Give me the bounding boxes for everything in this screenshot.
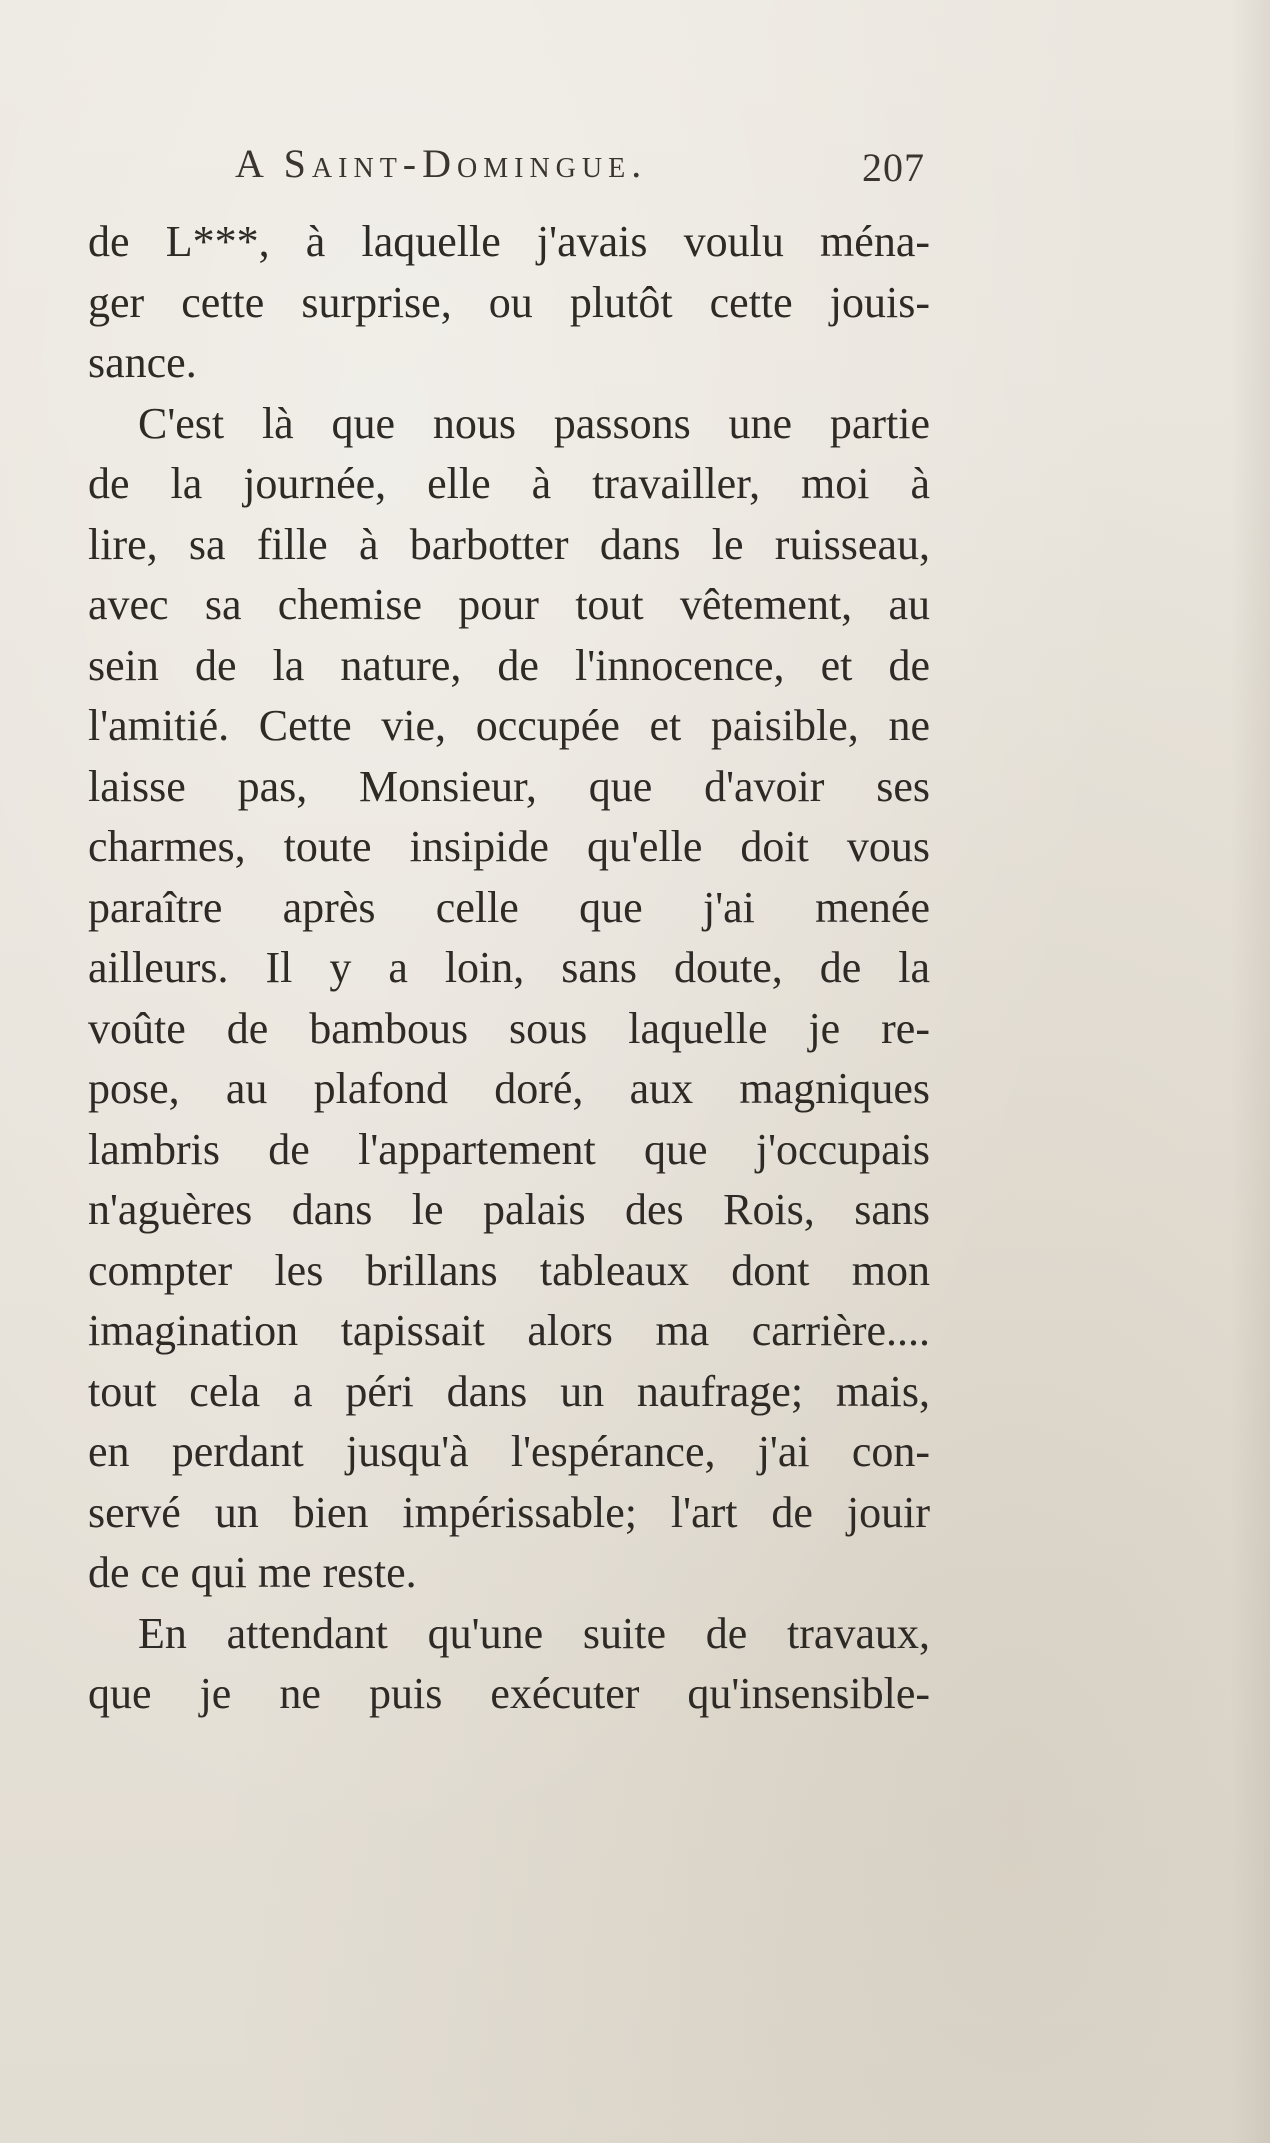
text-line: lambris de l'appartement que j'occupais [88,1124,930,1174]
page-number: 207 [862,145,925,190]
text-line: lire, sa fille à barbotter dans le ruisseau, [88,519,930,569]
text-line: imagination tapissait alors ma carrière.... [88,1306,930,1355]
text-line: C'est là que nous passons une partie [138,398,930,448]
text-line: de la journée, elle à travailler, moi à [88,459,930,508]
text-line: paraître après celle que j'ai menée [88,882,930,932]
text-line: pose, au plafond doré, aux magniques [88,1064,930,1113]
text-line: charmes, toute insipide qu'elle doit vous [88,822,930,871]
body-text [88,212,930,1725]
running-head [235,140,925,200]
text-line: en perdant jusqu'à l'espérance, j'ai con- [88,1427,930,1476]
text-line: sein de la nature, de l'innocence, et de [88,640,930,690]
text-line: voûte de bambous sous laquelle je re- [88,1003,930,1053]
page-edge-shadow [1230,0,1270,2143]
text-line: n'aguères dans le palais des Rois, sans [88,1185,930,1234]
text-line: de L***, à laquelle j'avais voulu ména- [88,217,930,266]
text-line: de ce qui me reste. [88,1548,417,1597]
text-line: compter les brillans tableaux dont mon [88,1245,930,1295]
running-head-title: A Saint-Domingue. [235,141,648,186]
text-line: l'amitié. Cette vie, occupée et paisible, ne [88,701,930,750]
text-line: sance. [88,338,197,387]
text-line: laisse pas, Monsieur, que d'avoir ses [88,761,930,811]
text-line: ger cette surprise, ou plutôt cette jouis- [88,277,930,327]
text-line: tout cela a péri dans un naufrage; mais, [88,1366,930,1416]
text-line: ailleurs. Il y a loin, sans doute, de la [88,943,930,992]
text-line: servé un bien impérissable; l'art de jouir [88,1487,930,1537]
text-line: avec sa chemise pour tout vêtement, au [88,580,930,629]
text-line: En attendant qu'une suite de travaux, [138,1608,930,1658]
text-line: que je ne puis exécuter qu'insensible- [88,1669,930,1718]
